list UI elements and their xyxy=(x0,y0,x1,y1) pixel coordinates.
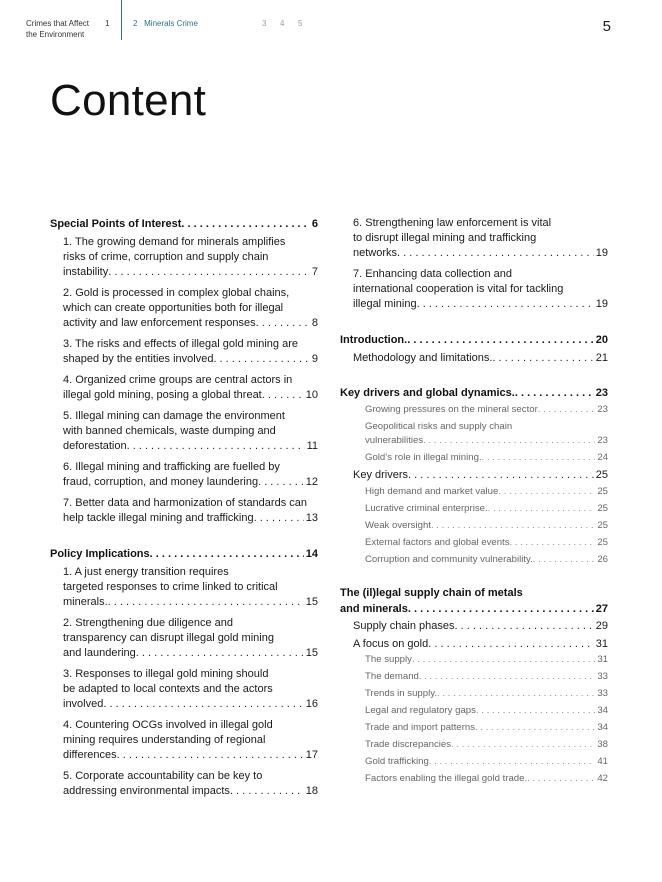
toc-leader xyxy=(230,784,304,799)
toc-entry-page: 25 xyxy=(595,469,608,481)
toc-entry-page: 20 xyxy=(595,334,608,346)
toc-leader xyxy=(482,451,596,465)
toc-entry-page: 34 xyxy=(597,705,608,716)
toc-item-methodology[interactable] xyxy=(340,350,608,366)
toc-entry-page: 8 xyxy=(311,317,318,329)
toc-entry-last-line xyxy=(63,316,318,331)
toc-entry-line: targeted responses to crime linked to critical xyxy=(63,581,278,593)
toc-leader xyxy=(476,704,595,718)
toc-entry-page: 10 xyxy=(305,389,318,401)
page-title: Content xyxy=(50,76,207,125)
toc-entry-title: involved xyxy=(63,698,104,710)
toc-entry-last-line xyxy=(63,352,318,367)
toc-sub-the-supply[interactable] xyxy=(340,653,608,667)
toc-entry-title: vulnerabilities xyxy=(365,435,424,446)
toc-entry-page: 25 xyxy=(597,537,608,548)
toc-entry-line: 6. Illegal mining and trafficking are fuelled by xyxy=(63,461,280,473)
toc-entry-title: Factors enabling the illegal gold trade. xyxy=(365,773,528,784)
toc-entry-page: 19 xyxy=(595,247,608,259)
toc-sub-the-demand[interactable] xyxy=(340,670,608,684)
toc-entry-title: Trade discrepancies xyxy=(365,739,452,750)
chapter-link-1[interactable]: 1 xyxy=(105,19,110,28)
toc-entry-title: illegal mining xyxy=(353,298,417,310)
toc-entry-last-line xyxy=(63,646,318,661)
toc-leader xyxy=(510,536,596,550)
toc-entry-page: 34 xyxy=(597,722,608,733)
toc-entry-title: Supply chain phases xyxy=(353,620,455,632)
toc-entry-page: 12 xyxy=(305,476,318,488)
toc-leader xyxy=(256,316,310,331)
toc-item-policy-7[interactable] xyxy=(340,267,608,312)
toc-entry-line: which can create opportunities both for illegal xyxy=(63,302,284,314)
toc-entry-last-line xyxy=(63,388,318,403)
toc-entry-title: deforestation xyxy=(63,440,127,452)
toc-entry-page: 42 xyxy=(597,773,608,784)
toc-entry-title: Introduction. xyxy=(340,334,408,346)
toc-entry-line: 2. Strengthening due diligence and xyxy=(63,617,234,629)
toc-item-special-point-3[interactable] xyxy=(50,337,318,367)
page-number: 5 xyxy=(602,18,611,35)
current-chapter-marker xyxy=(121,0,122,40)
toc-entry-title: and laundering xyxy=(63,647,136,659)
toc-entry-title: illegal gold mining, posing a global threat xyxy=(63,389,262,401)
toc-leader xyxy=(262,388,304,403)
toc-entry-last-line xyxy=(63,475,318,490)
toc-item-policy-4[interactable] xyxy=(50,718,318,763)
toc-entry-line: 1. The growing demand for minerals amplifies xyxy=(63,236,286,248)
toc-item-special-point-5[interactable] xyxy=(50,409,318,454)
toc-entry-line: 2. Gold is processed in complex global chains, xyxy=(63,287,290,299)
toc-entry-line: 3. The risks and effects of illegal gold mining are xyxy=(63,338,299,350)
toc-item-special-point-6[interactable] xyxy=(50,460,318,490)
toc-leader xyxy=(407,332,594,348)
toc-entry-page: 16 xyxy=(305,698,318,710)
toc-entry-title: Legal and regulatory gaps xyxy=(365,705,476,716)
toc-entry-title: Key drivers xyxy=(353,469,409,481)
toc-item-policy-1[interactable] xyxy=(50,565,318,610)
toc-entry-line: to disrupt illegal mining and trafficking xyxy=(353,232,537,244)
toc-leader xyxy=(455,618,594,634)
toc-item-supply-chain-phases[interactable] xyxy=(340,618,608,634)
toc-item-key-drivers[interactable] xyxy=(340,467,608,483)
toc-entry-title: The supply xyxy=(365,654,412,665)
toc-leader xyxy=(258,475,304,490)
toc-entry-title: fraud, corruption, and money laundering xyxy=(63,476,259,488)
toc-entry-line: 4. Countering OCGs involved in illegal gold xyxy=(63,719,273,731)
toc-leader xyxy=(412,653,595,667)
toc-entry-line: 5. Corporate accountability can be key to xyxy=(63,770,263,782)
toc-entry-page: 23 xyxy=(597,404,608,415)
toc-entry-page: 17 xyxy=(305,749,318,761)
toc-entry-line: with banned chemicals, waste dumping and xyxy=(63,425,276,437)
toc-entry-page: 41 xyxy=(597,756,608,767)
toc-entry-page: 11 xyxy=(306,440,318,452)
toc-sub-gold-trafficking[interactable] xyxy=(340,755,608,769)
toc-entry-title: activity and law enforcement responses xyxy=(63,317,256,329)
toc-entry-line: 7. Enhancing data collection and xyxy=(353,268,513,280)
toc-leader xyxy=(527,772,595,786)
toc-entry-line: international cooperation is vital for tackling xyxy=(353,283,564,295)
toc-leader xyxy=(419,670,595,684)
toc-leader xyxy=(451,738,595,752)
toc-sub-legal-regulatory-gaps[interactable] xyxy=(340,704,608,718)
toc-entry-page: 15 xyxy=(305,647,318,659)
toc-entry-last-line xyxy=(63,697,318,712)
toc-entry-title: networks xyxy=(353,247,398,259)
toc-entry-page: 25 xyxy=(597,503,608,514)
toc-entry-title: External factors and global events xyxy=(365,537,510,548)
toc-leader xyxy=(408,601,594,617)
toc-leader xyxy=(488,502,596,516)
toc-entry-page: 31 xyxy=(597,654,608,665)
toc-entry-title: instability xyxy=(63,266,109,278)
toc-leader xyxy=(437,687,595,701)
document-title-line2: the Environment xyxy=(26,29,85,39)
page-header xyxy=(0,0,662,40)
toc-leader xyxy=(423,434,595,448)
toc-entry-line: risks of crime, corruption and supply chain xyxy=(63,251,269,263)
toc-sub-corruption[interactable] xyxy=(340,553,608,567)
toc-sub-trade-import-patterns[interactable] xyxy=(340,721,608,735)
toc-entry-title: Growing pressures on the mineral sector xyxy=(365,404,538,415)
toc-leader xyxy=(428,636,594,652)
toc-entry-page: 23 xyxy=(597,435,608,446)
toc-leader xyxy=(417,297,594,312)
toc-entry-last-line xyxy=(63,511,318,526)
toc-leader xyxy=(498,485,595,499)
toc-entry-page: 31 xyxy=(595,638,608,650)
toc-leader xyxy=(431,519,595,533)
chapter-link-2[interactable] xyxy=(133,19,198,30)
toc-entry-page: 26 xyxy=(597,554,608,565)
toc-entry-last-line xyxy=(63,595,318,610)
toc-leader xyxy=(408,467,594,483)
toc-section-key-drivers-global[interactable] xyxy=(340,385,608,401)
toc-entry-title: Trade and import patterns xyxy=(365,722,476,733)
toc-item-policy-5[interactable] xyxy=(50,769,318,799)
document-title-line1: Crimes that Affect xyxy=(26,19,89,28)
toc-leader xyxy=(108,595,304,610)
toc-sub-lucrative-criminal[interactable] xyxy=(340,502,608,516)
chapter-link-4[interactable]: 4 xyxy=(280,19,285,28)
toc-sub-weak-oversight[interactable] xyxy=(340,519,608,533)
toc-entry-line: 6. Strengthening law enforcement is vital xyxy=(353,217,552,229)
toc-leader xyxy=(181,216,309,232)
toc-section-supply-chain[interactable] xyxy=(340,585,608,617)
toc-entry-last-line xyxy=(63,265,318,280)
toc-sub-golds-role[interactable] xyxy=(340,451,608,465)
toc-entry-title: Methodology and limitations. xyxy=(353,352,493,364)
toc-leader xyxy=(397,246,594,261)
toc-entry-title: The demand xyxy=(365,671,419,682)
toc-leader xyxy=(103,697,303,712)
toc-leader xyxy=(117,748,304,763)
toc-entry-line: be adapted to local contexts and the actors xyxy=(63,683,273,695)
toc-entry-last-line xyxy=(63,748,318,763)
toc-entry-title: shaped by the entities involved xyxy=(63,353,214,365)
toc-entry-title: minerals. xyxy=(63,596,108,608)
toc-item-focus-on-gold[interactable] xyxy=(340,636,608,652)
toc-sub-geopolitical-risks[interactable] xyxy=(340,420,608,448)
toc-entry-page: 33 xyxy=(597,688,608,699)
toc-entry-title: Special Points of Interest xyxy=(50,218,182,230)
chapter-number: 2 xyxy=(133,19,138,28)
toc-entry-line: mining requires understanding of regional xyxy=(63,734,266,746)
toc-sub-growing-pressures[interactable] xyxy=(340,403,608,417)
toc-leader xyxy=(127,439,305,454)
toc-right-column xyxy=(340,216,608,786)
toc-entry-page: 23 xyxy=(595,387,608,399)
toc-leader xyxy=(136,646,304,661)
toc-sub-external-factors[interactable] xyxy=(340,536,608,550)
toc-left-column xyxy=(50,216,318,799)
toc-item-special-point-1[interactable] xyxy=(50,235,318,280)
toc-item-policy-3[interactable] xyxy=(50,667,318,712)
toc-entry-line: 5. Illegal mining can damage the environment xyxy=(63,410,285,422)
toc-entry-last-line xyxy=(63,439,318,454)
toc-entry-page: 33 xyxy=(597,671,608,682)
toc-section-policy-implications[interactable] xyxy=(50,546,318,562)
chapter-label: Minerals Crime xyxy=(144,19,198,28)
toc-entry-page: 27 xyxy=(595,603,608,615)
toc-section-special-points[interactable] xyxy=(50,216,318,232)
toc-sub-trends-in-supply[interactable] xyxy=(340,687,608,701)
toc-entry-page: 21 xyxy=(595,352,608,364)
toc-entry-last-line xyxy=(63,784,318,799)
toc-entry-page: 6 xyxy=(311,218,318,230)
toc-entry-line: transparency can disrupt illegal gold mining xyxy=(63,632,274,644)
toc-leader xyxy=(213,352,309,367)
toc-entry-last-line xyxy=(353,246,608,261)
toc-entry-title: Weak oversight xyxy=(365,520,431,531)
toc-sub-factors-enabling[interactable] xyxy=(340,772,608,786)
toc-leader xyxy=(254,511,304,526)
toc-entry-page: 9 xyxy=(311,353,318,365)
toc-item-special-point-7[interactable] xyxy=(50,496,318,526)
toc-leader xyxy=(492,350,593,366)
toc-entry-line: The (il)legal supply chain of metals xyxy=(340,587,523,599)
toc-section-introduction[interactable] xyxy=(340,332,608,348)
toc-entry-page: 25 xyxy=(597,486,608,497)
toc-entry-page: 15 xyxy=(305,596,318,608)
toc-entry-title: Corruption and community vulnerability. xyxy=(365,554,533,565)
toc-leader xyxy=(515,385,594,401)
toc-item-policy-2[interactable] xyxy=(50,616,318,661)
toc-entry-line: 7. Better data and harmonization of standards can xyxy=(63,497,307,509)
toc-entry-page: 25 xyxy=(597,520,608,531)
toc-entry-line: 1. A just energy transition requires xyxy=(63,566,229,578)
toc-leader xyxy=(533,553,596,567)
toc-item-policy-6[interactable] xyxy=(340,216,608,261)
toc-entry-title: High demand and market value xyxy=(365,486,499,497)
toc-entry-title: A focus on gold xyxy=(353,638,429,650)
toc-sub-trade-discrepancies[interactable] xyxy=(340,738,608,752)
toc-entry-title: and minerals xyxy=(340,603,408,615)
toc-leader xyxy=(538,403,596,417)
toc-sub-high-demand[interactable] xyxy=(340,485,608,499)
toc-entry-page: 18 xyxy=(305,785,318,797)
toc-leader xyxy=(475,721,595,735)
toc-entry-last-line xyxy=(353,297,608,312)
toc-entry-last-line xyxy=(340,601,608,617)
toc-leader xyxy=(150,546,304,562)
toc-entry-last-line xyxy=(365,434,608,448)
chapter-link-3[interactable]: 3 xyxy=(262,19,267,28)
toc-leader xyxy=(108,265,310,280)
toc-item-special-point-2[interactable] xyxy=(50,286,318,331)
toc-entry-title: help tackle illegal mining and trafficking xyxy=(63,512,254,524)
document-title[interactable] xyxy=(26,19,110,40)
toc-entry-line: Geopolitical risks and supply chain xyxy=(365,421,513,432)
toc-entry-title: Key drivers and global dynamics. xyxy=(340,387,515,399)
toc-entry-page: 29 xyxy=(595,620,608,632)
toc-entry-title: Trends in supply. xyxy=(365,688,437,699)
toc-entry-page: 7 xyxy=(311,266,318,278)
toc-entry-title: addressing environmental impacts xyxy=(63,785,230,797)
toc-entry-title: differences xyxy=(63,749,117,761)
toc-entry-line: 3. Responses to illegal gold mining should xyxy=(63,668,269,680)
toc-entry-page: 24 xyxy=(597,452,608,463)
toc-entry-page: 38 xyxy=(597,739,608,750)
toc-entry-page: 14 xyxy=(305,548,318,560)
toc-leader xyxy=(429,755,596,769)
toc-entry-line: 4. Organized crime groups are central actors in xyxy=(63,374,293,386)
toc-entry-title: Gold trafficking xyxy=(365,756,429,767)
toc-entry-title: Lucrative criminal enterprise. xyxy=(365,503,488,514)
toc-item-special-point-4[interactable] xyxy=(50,373,318,403)
toc-entry-title: Gold’s role in illegal mining. xyxy=(365,452,482,463)
toc-entry-title: Policy Implications xyxy=(50,548,150,560)
chapter-link-5[interactable]: 5 xyxy=(298,19,303,28)
toc-entry-page: 19 xyxy=(595,298,608,310)
toc-entry-page: 13 xyxy=(305,512,318,524)
